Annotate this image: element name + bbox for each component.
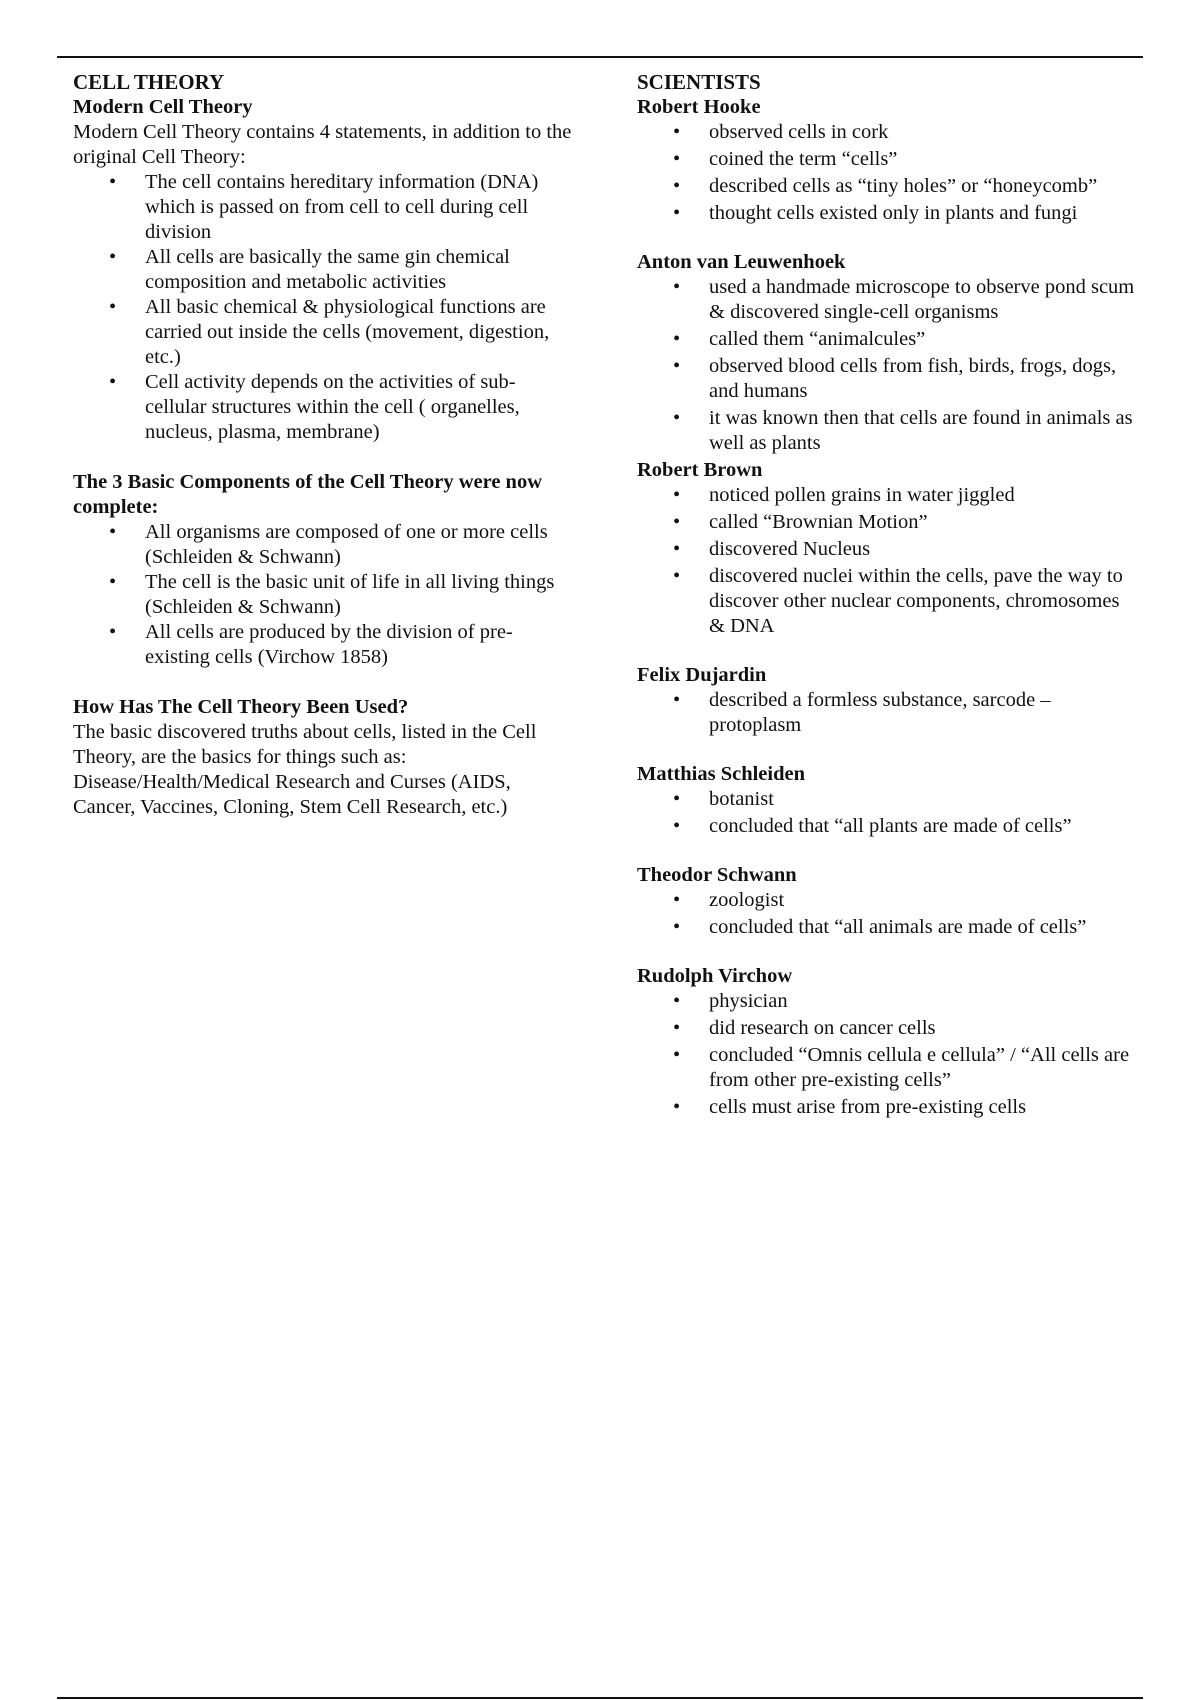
- list-item: • it was known then that cells are found in animals as well as plants: [637, 406, 1137, 456]
- basic-components-heading: The 3 Basic Components of the Cell Theory were now complete:: [73, 471, 543, 518]
- scientist-facts: [637, 120, 1137, 226]
- list-item: • coined the term “cells”: [637, 147, 1137, 172]
- scientist-facts: [637, 787, 1137, 839]
- list-item: • did research on cancer cells: [637, 1016, 1137, 1041]
- scientist-name: Matthias Schleiden: [637, 763, 805, 785]
- cell-theory-title: CELL THEORY: [73, 70, 225, 94]
- cell-theory-used-text: The basic discovered truths about cells, listed in the Cell Theory, are the basics for things such as: Disease/Health/Medical Research and Curses (AIDS, Cancer, Vaccines, Cloning, Stem Cell Research, etc.): [73, 721, 537, 818]
- scientist-name: Robert Brown: [637, 459, 763, 481]
- scientist-facts: [637, 688, 1137, 738]
- list-item: • All cells are basically the same gin chemical composition and metabolic activities: [73, 245, 573, 295]
- list-item: • zoologist: [637, 888, 1137, 913]
- list-item: • The cell is the basic unit of life in all living things (Schleiden & Schwann): [73, 570, 573, 620]
- list-item: • called “Brownian Motion”: [637, 510, 1137, 535]
- scientist-name: Robert Hooke: [637, 96, 761, 118]
- list-item: • The cell contains hereditary information (DNA) which is passed on from cell to cell during cell division: [73, 170, 573, 245]
- list-item: • thought cells existed only in plants and fungi: [637, 201, 1137, 226]
- list-item: • All cells are produced by the division of pre-existing cells (Virchow 1858): [73, 620, 573, 670]
- list-item: • concluded “Omnis cellula e cellula” / “All cells are from other pre-existing cells”: [637, 1043, 1137, 1093]
- list-item: • used a handmade microscope to observe pond scum & discovered single-cell organisms: [637, 275, 1137, 325]
- list-item: • botanist: [637, 787, 1137, 812]
- list-item: • observed blood cells from fish, birds, frogs, dogs, and humans: [637, 354, 1137, 404]
- scientist-name: Anton van Leuwenhoek: [637, 251, 846, 273]
- scientist-facts: [637, 888, 1137, 940]
- list-item: • All basic chemical & physiological functions are carried out inside the cells (movement, digestion, etc.): [73, 295, 573, 370]
- scientist-name: Rudolph Virchow: [637, 965, 793, 987]
- scientist-name: Theodor Schwann: [637, 864, 797, 886]
- scientist-facts: [637, 483, 1137, 639]
- list-item: • described a formless substance, sarcode – protoplasm: [637, 688, 1137, 738]
- list-item: • called them “animalcules”: [637, 327, 1137, 352]
- list-item: • concluded that “all plants are made of cells”: [637, 814, 1137, 839]
- cell-theory-used-heading: How Has The Cell Theory Been Used?: [73, 696, 409, 718]
- scientist-name: Felix Dujardin: [637, 664, 767, 686]
- modern-cell-theory-heading: Modern Cell Theory: [73, 96, 253, 118]
- left-column: [73, 70, 573, 820]
- list-item: • All organisms are composed of one or more cells (Schleiden & Schwann): [73, 520, 573, 570]
- list-item: • Cell activity depends on the activities of sub-cellular structures within the cell ( organelles, nucleus, plasma, membrane): [73, 370, 573, 445]
- bottom-rule: [57, 1697, 1143, 1699]
- list-item: • concluded that “all animals are made of cells”: [637, 915, 1137, 940]
- right-column: [637, 70, 1137, 1122]
- list-item: • observed cells in cork: [637, 120, 1137, 145]
- list-item: • physician: [637, 989, 1137, 1014]
- top-rule: [57, 56, 1143, 58]
- list-item: • noticed pollen grains in water jiggled: [637, 483, 1137, 508]
- modern-cell-theory-intro: Modern Cell Theory contains 4 statements, in addition to the original Cell Theory:: [73, 121, 572, 168]
- scientists-title: SCIENTISTS: [637, 70, 761, 94]
- list-item: • discovered nuclei within the cells, pave the way to discover other nuclear components, chromosomes & DNA: [637, 564, 1137, 639]
- list-item: • described cells as “tiny holes” or “honeycomb”: [637, 174, 1137, 199]
- list-item: • discovered Nucleus: [637, 537, 1137, 562]
- basic-components-list: [73, 520, 573, 670]
- list-item: • cells must arise from pre-existing cells: [637, 1095, 1137, 1120]
- modern-statements-list: [73, 170, 573, 445]
- scientist-facts: [637, 989, 1137, 1120]
- scientist-facts: [637, 275, 1137, 456]
